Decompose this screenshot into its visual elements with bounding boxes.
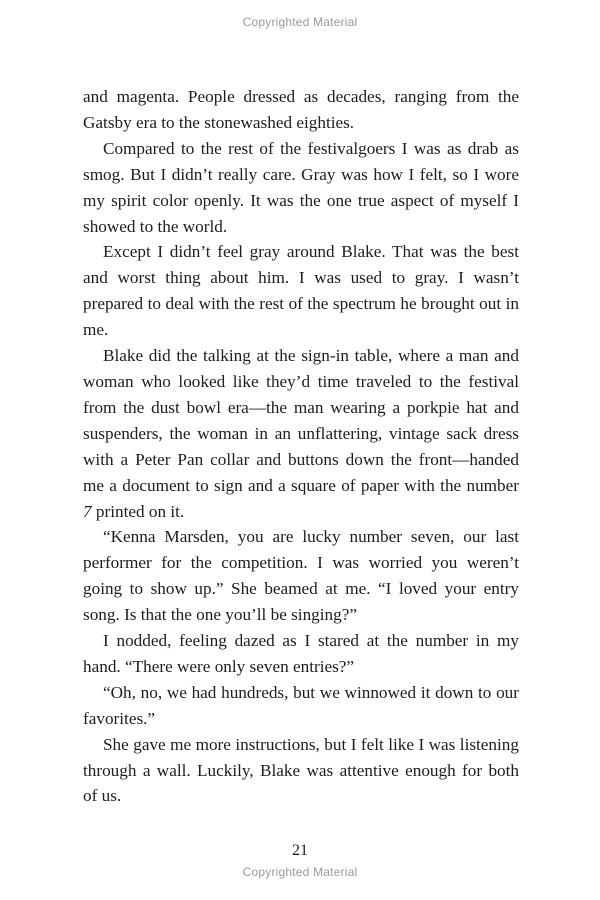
copyright-watermark-bottom: Copyrighted Material xyxy=(242,865,358,879)
paragraph-4-text-start: Blake did the talking at the sign-in table, where a man and woman who looked like they’d time traveled to the festival from the dust bowl era—the man wearing a porkpie hat and suspenders, the woman in an unflattering, vintage sack dress with a Peter Pan collar and buttons down the front—handed me a document to sign and a square of paper with the number xyxy=(83,346,519,495)
paragraph-1: and magenta. People dressed as decades, ranging from the Gatsby era to the stonewashed eighties. xyxy=(83,87,519,132)
book-page-body xyxy=(83,84,519,809)
paragraph-6: I nodded, feeling dazed as I stared at the number in my hand. “There were only seven entries?” xyxy=(83,631,519,676)
copyright-watermark-top: Copyrighted Material xyxy=(242,15,358,29)
page-number: 21 xyxy=(292,842,308,859)
paragraph-8: She gave me more instructions, but I felt like I was listening through a wall. Luckily, Blake was attentive enough for both of us. xyxy=(83,734,519,806)
paragraph-2: Compared to the rest of the festivalgoers I was as drab as smog. But I didn’t really care. Gray was how I felt, so I wore my spirit color openly. It was the one true aspect of myself I showed to the world. xyxy=(83,138,519,236)
paragraph-5: “Kenna Marsden, you are lucky number seven, our last performer for the competition. I was worried you weren’t going to show up.” She beamed at me. “I loved your entry song. Is that the one you’ll be singing?” xyxy=(83,527,519,625)
number-seven-italic: 7 xyxy=(83,501,92,521)
paragraph-7: “Oh, no, we had hundreds, but we winnowed it down to our favorites.” xyxy=(83,682,519,728)
paragraph-4-text-end: printed on it. xyxy=(91,501,185,521)
paragraph-4 xyxy=(83,343,519,524)
paragraph-3: Except I didn’t feel gray around Blake. That was the best and worst thing about him. I was used to gray. I wasn’t prepared to deal with the rest of the spectrum he brought out in me. xyxy=(83,242,519,340)
